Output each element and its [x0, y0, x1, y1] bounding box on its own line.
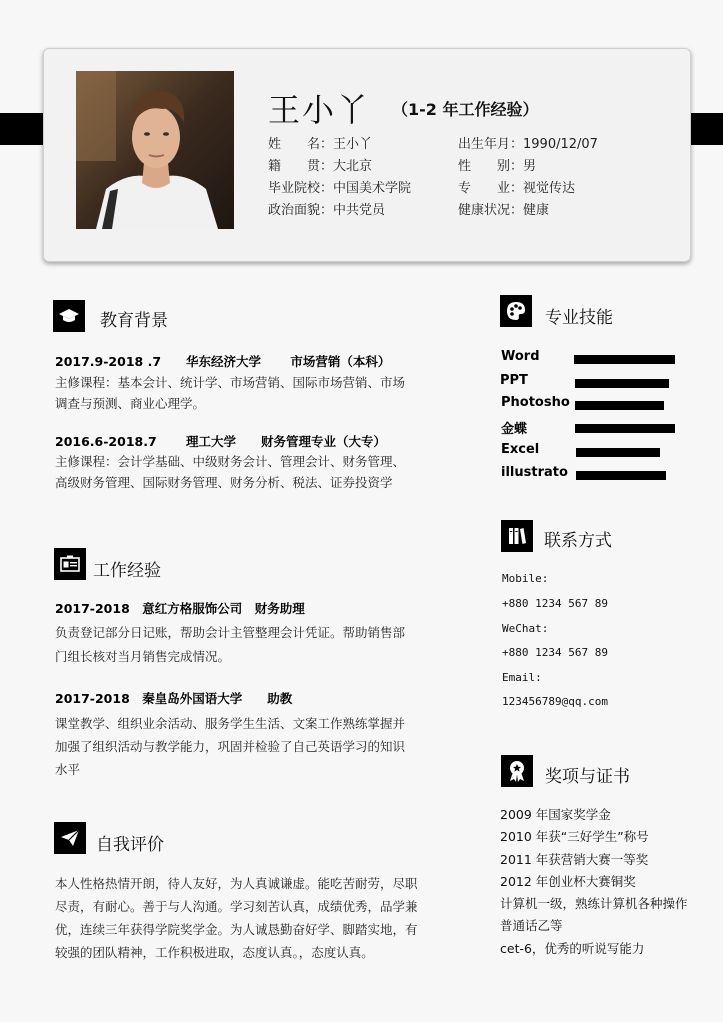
- decorative-bar-left: [0, 113, 46, 145]
- skill-level-bar: [575, 424, 675, 433]
- award-item: cet-6，优秀的听说写能力: [500, 941, 645, 956]
- info-value: 视觉传达: [523, 181, 576, 196]
- award-item: 2010 年获“三好学生”称号: [500, 829, 649, 844]
- info-label: 毕业院校：: [268, 181, 334, 196]
- skill-level-bar: [576, 448, 660, 457]
- education-description: [55, 451, 455, 493]
- award-item: 2011 年获营销大赛一等奖: [500, 852, 649, 867]
- graduation-cap-icon: [53, 300, 85, 332]
- award-item: 普通话乙等: [500, 918, 563, 933]
- info-major: [458, 177, 575, 196]
- contact-line: Email:: [502, 671, 542, 684]
- award-item: 2012 年创业杯大赛铜奖: [500, 874, 636, 889]
- text-line: 主修课程：会计学基础、中级财务会计、管理会计、财务管理、: [55, 454, 406, 469]
- awards-title: 奖项与证书: [545, 767, 630, 787]
- self-eval-text: [55, 872, 455, 964]
- profile-card: [43, 48, 691, 262]
- info-label: 姓 名：: [268, 137, 334, 152]
- skill-level-bar: [575, 401, 664, 410]
- text-line: 课堂教学、组织业余活动、服务学生生活、文案工作熟练掌握并: [55, 716, 406, 731]
- award-ribbon-icon: [501, 755, 533, 787]
- info-label: 健康状况：: [458, 203, 524, 218]
- skill-level-bar: [574, 355, 675, 364]
- info-hometown: [268, 155, 372, 174]
- info-label: 政治面貌：: [268, 203, 334, 218]
- contact-line: +880 1234 567 89: [502, 646, 608, 659]
- info-label: 出生年月：: [458, 137, 524, 152]
- education-title: 教育背景: [100, 311, 168, 331]
- skill-level-bar: [575, 379, 669, 388]
- info-gender: [458, 155, 536, 174]
- books-icon: [501, 520, 533, 552]
- skills-title: 专业技能: [545, 308, 613, 328]
- work-description: [55, 712, 455, 781]
- text-line: 尽责，有耐心。善于与人沟通。学习刻苦认真，成绩优秀，品学兼: [55, 899, 418, 914]
- skill-name: 金蝶: [501, 422, 528, 437]
- decorative-bar-right: [689, 113, 723, 145]
- work-headline: 2017-2018 秦皇岛外国语大学 助教: [55, 691, 293, 706]
- skill-name: illustrato: [501, 465, 568, 480]
- info-label: 专 业：: [458, 181, 524, 196]
- work-title: 工作经验: [93, 561, 161, 581]
- text-line: 水平: [55, 762, 81, 777]
- skill-name: Excel: [501, 442, 540, 457]
- info-value: 男: [523, 159, 537, 174]
- palette-icon: [500, 295, 532, 327]
- award-item: 计算机一级，熟练计算机各种操作: [500, 896, 688, 911]
- self-eval-title: 自我评价: [96, 835, 164, 855]
- contact-title: 联系方式: [544, 531, 612, 551]
- info-label: 籍 贯：: [268, 159, 334, 174]
- text-line: 负责登记部分日记账，帮助会计主管整理会计凭证。帮助销售部: [55, 625, 406, 640]
- work-headline: 2017-2018 意红方格服饰公司 财务助理: [55, 601, 305, 616]
- candidate-name: 王小丫: [268, 91, 371, 129]
- skill-name: Word: [501, 349, 540, 364]
- info-health: [458, 199, 549, 218]
- text-line: 高级财务管理、国际财务管理、财务分析、税法、证券投资学: [55, 475, 393, 490]
- text-line: 加强了组织活动与教学能力，巩固并检验了自己英语学习的知识: [55, 739, 406, 754]
- contact-line: WeChat:: [502, 622, 549, 635]
- text-line: 本人性格热情开朗，待人友好，为人真诚谦虚。能吃苦耐劳，尽职: [55, 876, 418, 891]
- id-card-icon: [54, 548, 86, 580]
- info-value: 王小丫: [333, 137, 373, 152]
- text-line: 调查与预测、商业心理学。: [55, 396, 206, 411]
- paper-plane-icon: [54, 822, 86, 854]
- profile-photo: [76, 71, 234, 229]
- work-description: [55, 621, 455, 669]
- contact-line: Mobile:: [502, 572, 549, 585]
- info-value: 大北京: [333, 159, 373, 174]
- award-item: 2009 年国家奖学金: [500, 807, 611, 822]
- text-line: 门组长核对当月销售完成情况。: [55, 649, 231, 664]
- text-line: 主修课程：基本会计、统计学、市场营销、国际市场营销、市场: [55, 375, 406, 390]
- contact-line: +880 1234 567 89: [502, 597, 608, 610]
- text-line: 优，连续三年获得学院奖学金。为人诚恳勤奋好学、脚踏实地，有: [55, 922, 418, 937]
- education-headline: 2016.6-2018.7 理工大学 财务管理专业（大专）: [55, 434, 387, 449]
- info-value: 健康: [523, 203, 550, 218]
- info-name: [268, 133, 372, 152]
- info-value: 中共党员: [333, 203, 386, 218]
- info-label: 性 别：: [458, 159, 524, 174]
- info-value: 1990/12/07: [523, 137, 598, 152]
- skill-name: Photosho: [501, 395, 570, 410]
- contact-line: 123456789@qq.com: [502, 695, 608, 708]
- info-birth: [458, 133, 598, 152]
- info-political: [268, 199, 385, 218]
- experience-subtitle: （1-2 年工作经验）: [392, 100, 539, 119]
- text-line: 较强的团队精神，工作积极进取，态度认真。，态度认真。: [55, 945, 374, 960]
- education-description: [55, 372, 455, 414]
- skill-level-bar: [576, 471, 666, 480]
- skill-name: PPT: [500, 373, 528, 388]
- education-headline: 2017.9-2018 .7 华东经济大学 市场营销（本科）: [55, 354, 391, 369]
- info-school: [268, 177, 411, 196]
- info-value: 中国美术学院: [333, 181, 412, 196]
